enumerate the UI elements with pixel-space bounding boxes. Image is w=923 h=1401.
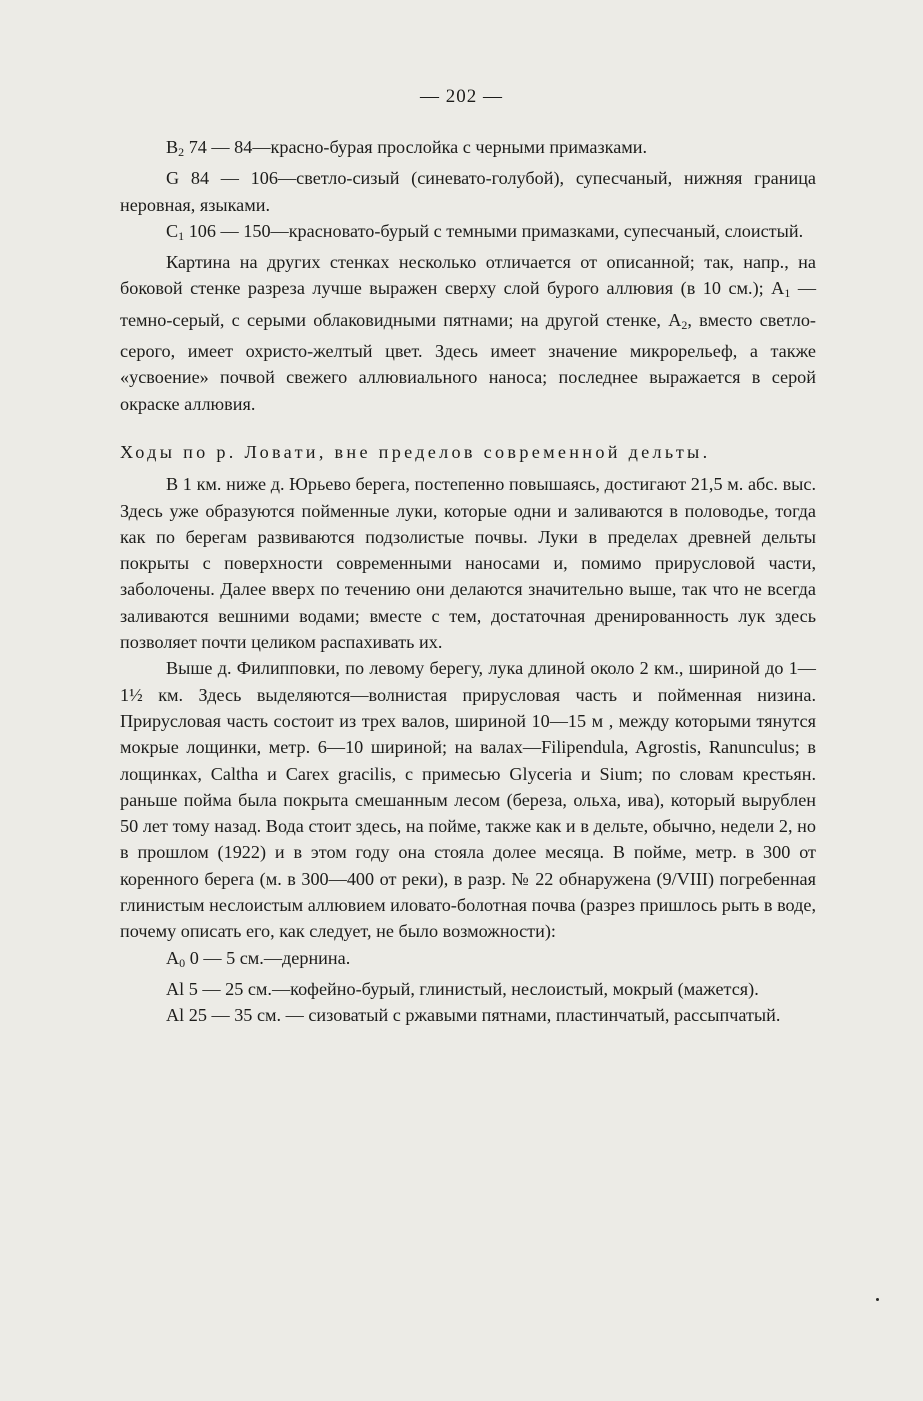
horizon-c1	[120, 218, 816, 249]
horizon-subscript: 2	[178, 145, 185, 159]
horizon-subscript: 0	[179, 955, 186, 970]
horizon-label: B	[166, 137, 179, 157]
section-heading: Ходы по р. Ловати, вне пределов современной дельты.	[120, 441, 711, 462]
horizon-description: 25 — 35 см. — сизоватый с ржавыми пятнами, пластинчатый, рассыпчатый.	[184, 1005, 781, 1026]
text-segment: Картина на других стенках несколько отличается от описанной; так, напр., на боковой стенке разреза лучше выражен сверху слой бурого аллювия (в 10 см.); A	[120, 252, 816, 299]
horizon-b2	[120, 134, 816, 165]
horizon-g	[120, 165, 816, 218]
horizon-label: C	[166, 220, 179, 241]
horizon-description: 74 — 84—красно-бурая прослойка с черными примазками.	[184, 137, 648, 157]
horizon-a0	[120, 945, 816, 976]
subscript: 2	[681, 317, 688, 332]
page-number: — 202 —	[420, 86, 503, 107]
horizon-description: 5 — 25 см.—кофейно-бурый, глинистый, неслоистый, мокрый (мажется).	[184, 978, 759, 999]
text-segment: , вместо светло-серого, имеет охристо-желтый цвет. Здесь имеет значение микрорельеф, а также «усвоение» почвой свежего аллювиального наноса; последнее выражается в серой окраске аллювия.	[120, 309, 816, 414]
horizon-label: Al	[166, 978, 185, 999]
horizon-description: 0 — 5 см.—дернина.	[185, 947, 351, 968]
paragraph-yurievo: В 1 км. ниже д. Юрьево берега, постепенно повышаясь, достигают 21,5 м. абс. выс. Здесь уже образуются пойменные луки, которые одни и заливаются в половодье, тогда как по берегам развиваются подзолистые почвы. Луки в пределах древней дельты покрыты с поверхности современными наносами и, помимо прирусловой части, заболочены. Далее вверх по течению они делаются значительно выше, так что не всегда заливаются вешними водами; вместе с тем, достаточная дренированность лук здесь позволяет почти целиком распахивать их.	[120, 474, 816, 653]
text-segment: — темно-серый, с серыми облаковидными пятнами; на другой стенке, A	[120, 278, 817, 330]
horizon-al-1	[120, 976, 816, 1002]
horizon-label: Al	[166, 1005, 185, 1026]
horizon-label: A	[166, 947, 180, 968]
horizon-al-2	[120, 1002, 816, 1028]
horizon-subscript: 1	[178, 228, 185, 243]
horizon-description: 106 — 150—красновато-бурый с темными примазками, супесчаный, слоистый.	[184, 220, 804, 241]
horizon-label: G	[166, 168, 180, 189]
scan-speck	[876, 1298, 879, 1301]
page-text	[120, 134, 816, 1029]
subscript: 1	[784, 286, 791, 301]
paragraph-filippovka: Выше д. Филипповки, по левому берегу, лука длиной около 2 км., шириной до 1—1½ км. Здесь выделяются—волнистая прирусловая часть и пойменная низина. Прирусловая часть состоит из трех валов, шириной 10—15 м , между которыми тянутся мокрые лощинки, метр. 6—10 шириной; на валах—Filipendula, Agrostis, Ranunculus; в лощинках, Caltha и Carex gracilis, с примесью Glyceria и Sium; по словам крестьян. раньше пойма была покрыта смешанным лесом (береза, ольха, ива), который вырублен 50 лет тому назад. Вода стоит здесь, на пойме, также как и в дельте, обычно, недели 2, но в прошлом (1922) и в этом году она стояла долее месяца. В пойме, метр. в 300 от коренного берега (м. в 300—400 от реки), в разр. № 22 обнаружена (9/VIII) погребенная глинистым неслоистым аллювием иловато-болотная почва (разрез пришлось рыть в воде, почему описать его, как следует, не было возможности):	[120, 658, 816, 942]
horizon-description: 84 — 106—светло-сизый (синевато-голубой), супесчаный, нижняя граница неровная, языками.	[120, 168, 816, 215]
paragraph-other-walls	[120, 249, 816, 417]
